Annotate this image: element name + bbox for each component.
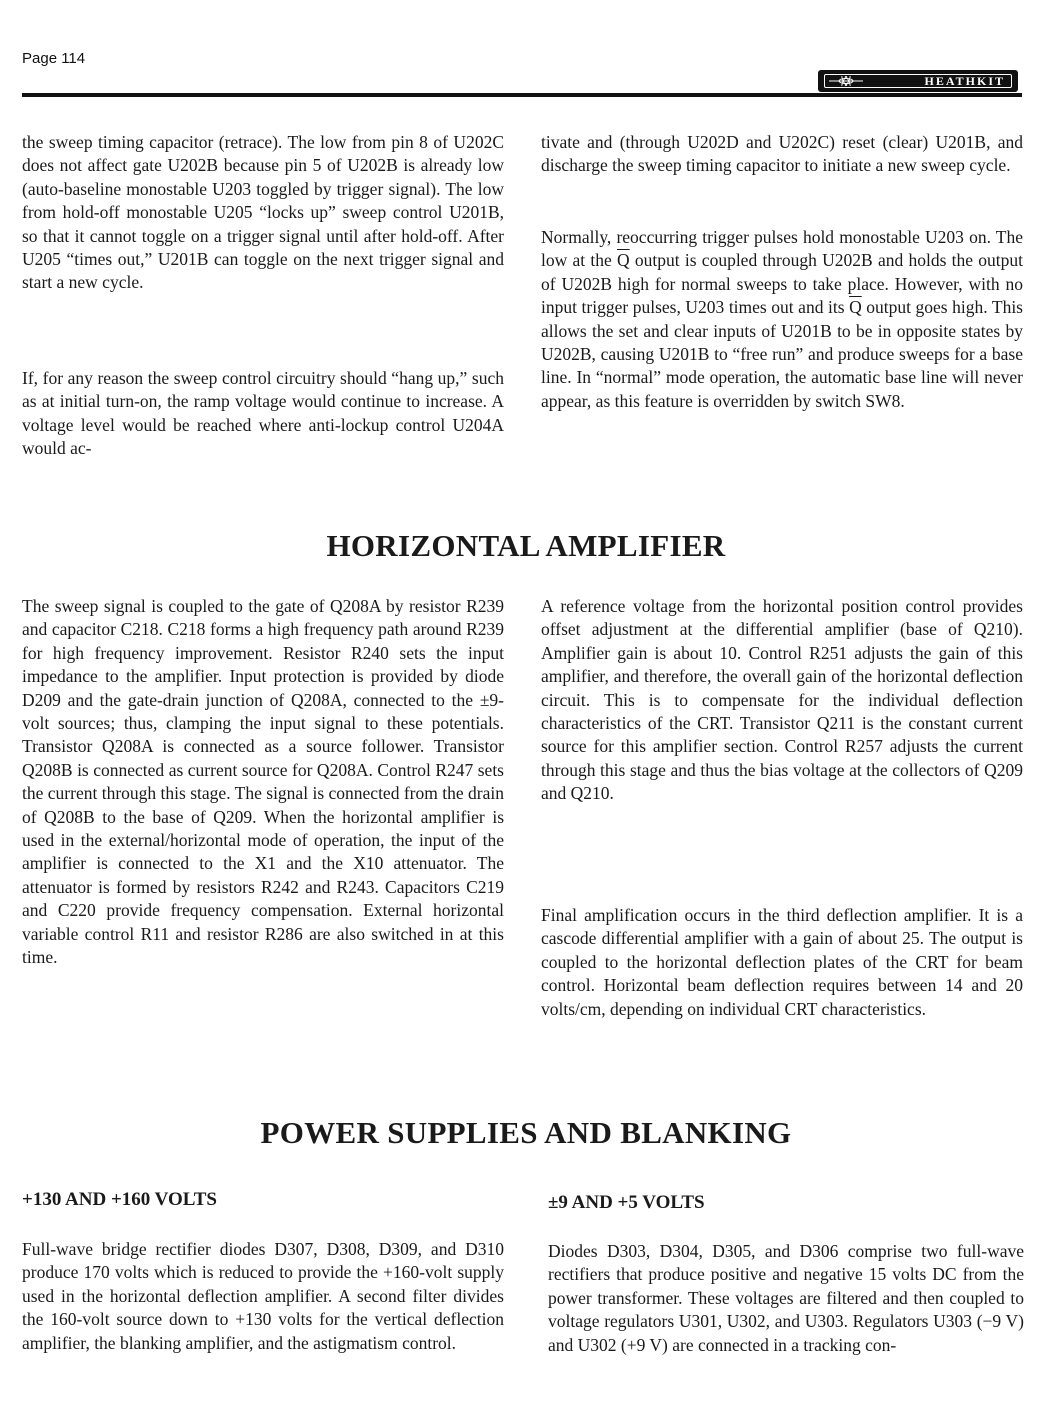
section-title-power-supplies: POWER SUPPLIES AND BLANKING <box>260 1115 792 1150</box>
intro-left-paragraph: the sweep timing capacitor (retrace). The low from pin 8 of U202C does not affect gate U202B because pin 5 of U202B is already low (auto-baseline monostable U203 toggled by trigger signal). The low from hold-off monostable U205 “locks up” sweep control U201B, so that it cannot toggle on a trigger signal until after hold-off. After U205 “times out,” U201B can toggle on the next trigger signal and start a new cycle. <box>22 132 504 293</box>
power-left-paragraph: Full-wave bridge rectifier diodes D307, D308, D309, and D310 produce 170 volts which is reduced to provide the +160-volt supply used in the horizontal deflection amplifier. A second filter divides the 160-volt source down to +130 volts for the vertical deflection amplifier, the blanking amplifier, and the astigmatism control. <box>22 1239 504 1353</box>
page-number: Page 114 <box>22 50 86 67</box>
power-right-paragraph: Diodes D303, D304, D305, and D306 comprise two full-wave rectifiers that produce positive and negative 15 volts DC from the power transformer. These voltages are filtered and then coupled to voltage regulators U301, U302, and U303. Regulators U303 (−9 V) and U302 (+9 V) are connected in a tracking con- <box>548 1241 1024 1355</box>
horizontal-left-paragraph: The sweep signal is coupled to the gate of Q208A by resistor R239 and capacitor C218. C218 forms a high frequency path around R239 for high frequency improvement. Resistor R240 sets the input impedance to the amplifier. Input protection is provided by diode D209 and the gate-drain junction of Q208A, connected to the ±9-volt sources; thus, clamping the input signal to these potentials. Transistor Q208A is connected as a source follower. Transistor Q208B is connected as current source for Q208A. Control R247 sets the current through this stage. The signal is connected from the drain of Q208B to the base of Q209. When the horizontal amplifier is used in the external/horizontal mode of operation, the input of the amplifier is connected to the X1 and the X10 attenuator. The attenuator is formed by resistors R242 and R243. Capacitors C219 and C220 provide frequency compensation. External horizontal variable control R11 and resistor R286 are also switched in at this time. <box>22 596 504 968</box>
horizontal-right-paragraph-2: Final amplification occurs in the third deflection amplifier. It is a cascode differential amplifier with a gain of about 25. The output is coupled to the horizontal deflection plates of the CRT for beam control. Horizontal beam deflection requires between 14 and 20 volts/cm, depending on individual CRT characteristics. <box>541 905 1023 1019</box>
heathkit-logo <box>818 70 1018 92</box>
intro-right-paragraph: tivate and (through U202D and U202C) reset (clear) U201B, and discharge the sweep timing capacitor to initiate a new sweep cycle. <box>541 132 1023 176</box>
q-bar-symbol: $\overline{Q}$ <box>849 297 862 318</box>
subheading-130-160-volts: +130 AND +160 VOLTS <box>22 1189 217 1210</box>
brand-name: HEATHKIT <box>924 73 1005 88</box>
header-rule <box>22 93 1022 97</box>
subheading-9-5-volts: ±9 AND +5 VOLTS <box>548 1192 705 1213</box>
section-title-horizontal-amplifier: HORIZONTAL AMPLIFIER <box>326 528 726 563</box>
q-bar-symbol: $\overline{Q}$ <box>617 250 630 271</box>
horizontal-right-paragraph: A reference voltage from the horizontal position control provides offset adjustment at the differential amplifier (base of Q210). Amplifier gain is about 10. Control R251 adjusts the gain of this amplifier, and therefore, the overall gain of the horizontal deflection circuit. This is to compensate for the individual deflection characteristics of the CRT. Transistor Q211 is the constant current source for this amplifier section. Control R257 adjusts the current through this stage and thus the bias voltage at the collectors of Q209 and Q210. <box>541 596 1023 804</box>
intro-right-paragraph-2: Normally, reoccurring trigger pulses hold monostable U203 on. The low at the $\overline{Q}$ output is coupled through U202B and holds the output of U202B high for normal sweeps to take place. However, with no input trigger pulses, U203 times out and its $\overline{Q}$ output goes high. This allows the set and clear inputs of U201B to be in opposite states by U202B, causing U201B to “free run” and produce sweeps for a base line. In “normal” mode operation, the automatic base line will never appear, as this feature is overridden by switch SW8. <box>541 227 1023 411</box>
intro-left-paragraph-2: If, for any reason the sweep control circuitry should “hang up,” such as at initial turn-on, the ramp voltage would continue to increase. A voltage level would be reached where anti-lockup control U204A would ac- <box>22 368 504 459</box>
atom-emblem-icon <box>829 76 863 86</box>
